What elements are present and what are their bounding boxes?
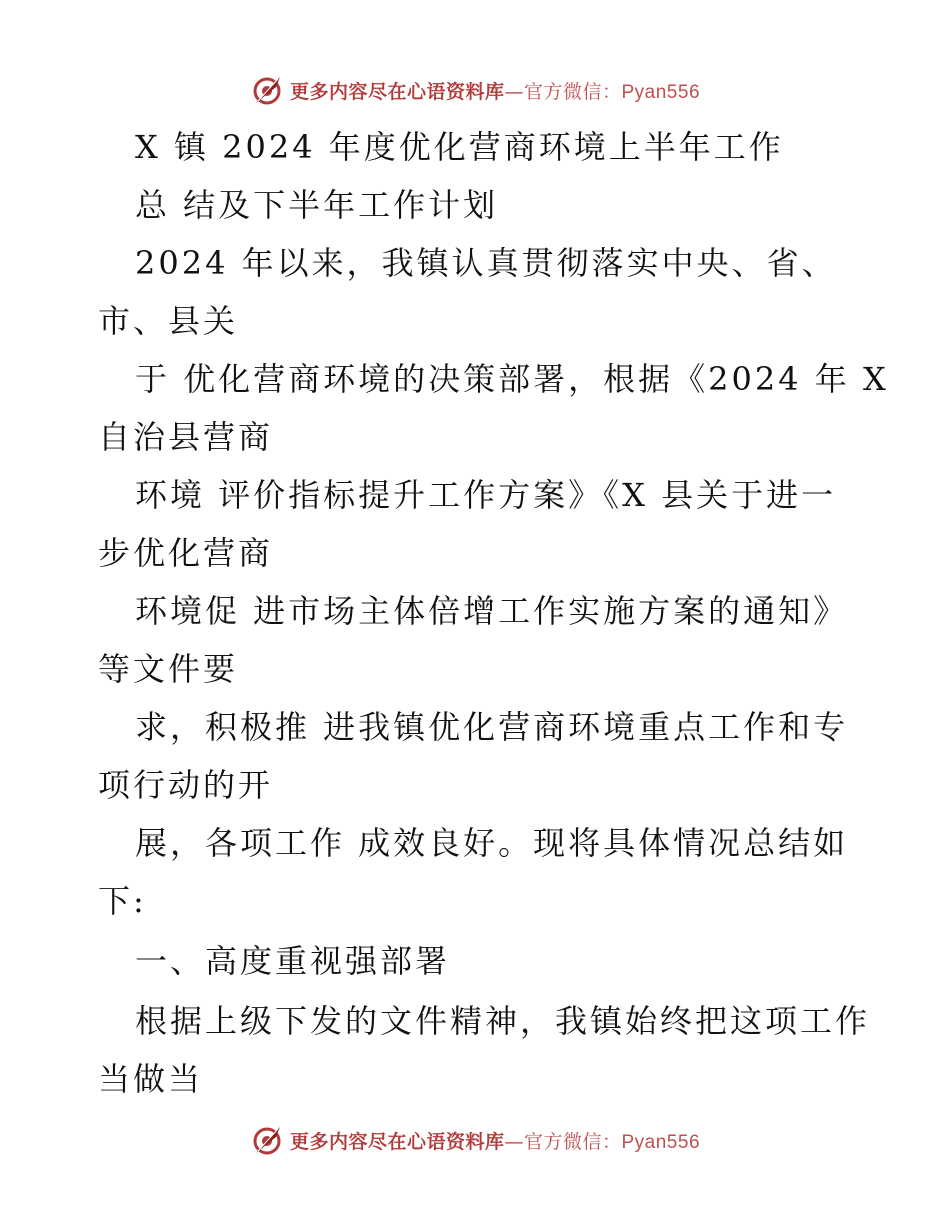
paragraph-line: 市、县关 bbox=[98, 302, 239, 340]
paragraph-line: 根据上级下发的文件精神，我镇始终把这项工作 bbox=[135, 1002, 871, 1040]
banner-main-text: 更多内容尽在心语资料库 bbox=[289, 1130, 505, 1153]
paragraph-line: 环境 评价指标提升工作方案》《X 县关于进一 bbox=[135, 476, 837, 514]
paragraph-line: 自治县营商 bbox=[98, 418, 274, 456]
paragraph-line: 于 优化营商环境的决策部署，根据《2024 年 X bbox=[135, 360, 889, 398]
section-heading: 一、高度重视强部署 bbox=[135, 942, 451, 980]
paragraph-line: 环境促 进市场主体倍增工作实施方案的通知》 bbox=[135, 592, 849, 630]
banner-text bbox=[290, 1127, 700, 1154]
banner-dash: — bbox=[504, 1130, 524, 1153]
footer-banner bbox=[0, 1120, 950, 1160]
paragraph-line: 步优化营商 bbox=[98, 534, 274, 572]
banner-main-text: 更多内容尽在心语资料库 bbox=[289, 80, 505, 103]
title-line-1: X 镇 2024 年度优化营商环境上半年工作 bbox=[135, 128, 784, 166]
banner-wechat-id: Pyan556 bbox=[621, 1131, 701, 1153]
banner-dash: — bbox=[504, 80, 524, 103]
paragraph-line: 2024 年以来，我镇认真贯彻落实中央、省、 bbox=[135, 244, 837, 282]
banner-content bbox=[250, 1123, 700, 1157]
paragraph-line: 当做当 bbox=[98, 1060, 204, 1098]
title-line-2: 总 结及下半年工作计划 bbox=[135, 186, 499, 224]
paragraph-line: 求，积极推 进我镇优化营商环境重点工作和专 bbox=[135, 708, 849, 746]
paragraph-line: 项行动的开 bbox=[98, 766, 274, 804]
banner-wechat-id: Pyan556 bbox=[621, 81, 701, 103]
paragraph-line: 展，各项工作 成效良好。现将具体情况总结如 bbox=[135, 824, 849, 862]
quill-logo-icon bbox=[250, 1123, 284, 1157]
paragraph-line: 下: bbox=[98, 882, 147, 920]
paragraph-line: 等文件要 bbox=[98, 650, 239, 688]
banner-wechat-label: 官方微信： bbox=[523, 1130, 622, 1153]
banner-wechat-label: 官方微信： bbox=[523, 80, 622, 103]
